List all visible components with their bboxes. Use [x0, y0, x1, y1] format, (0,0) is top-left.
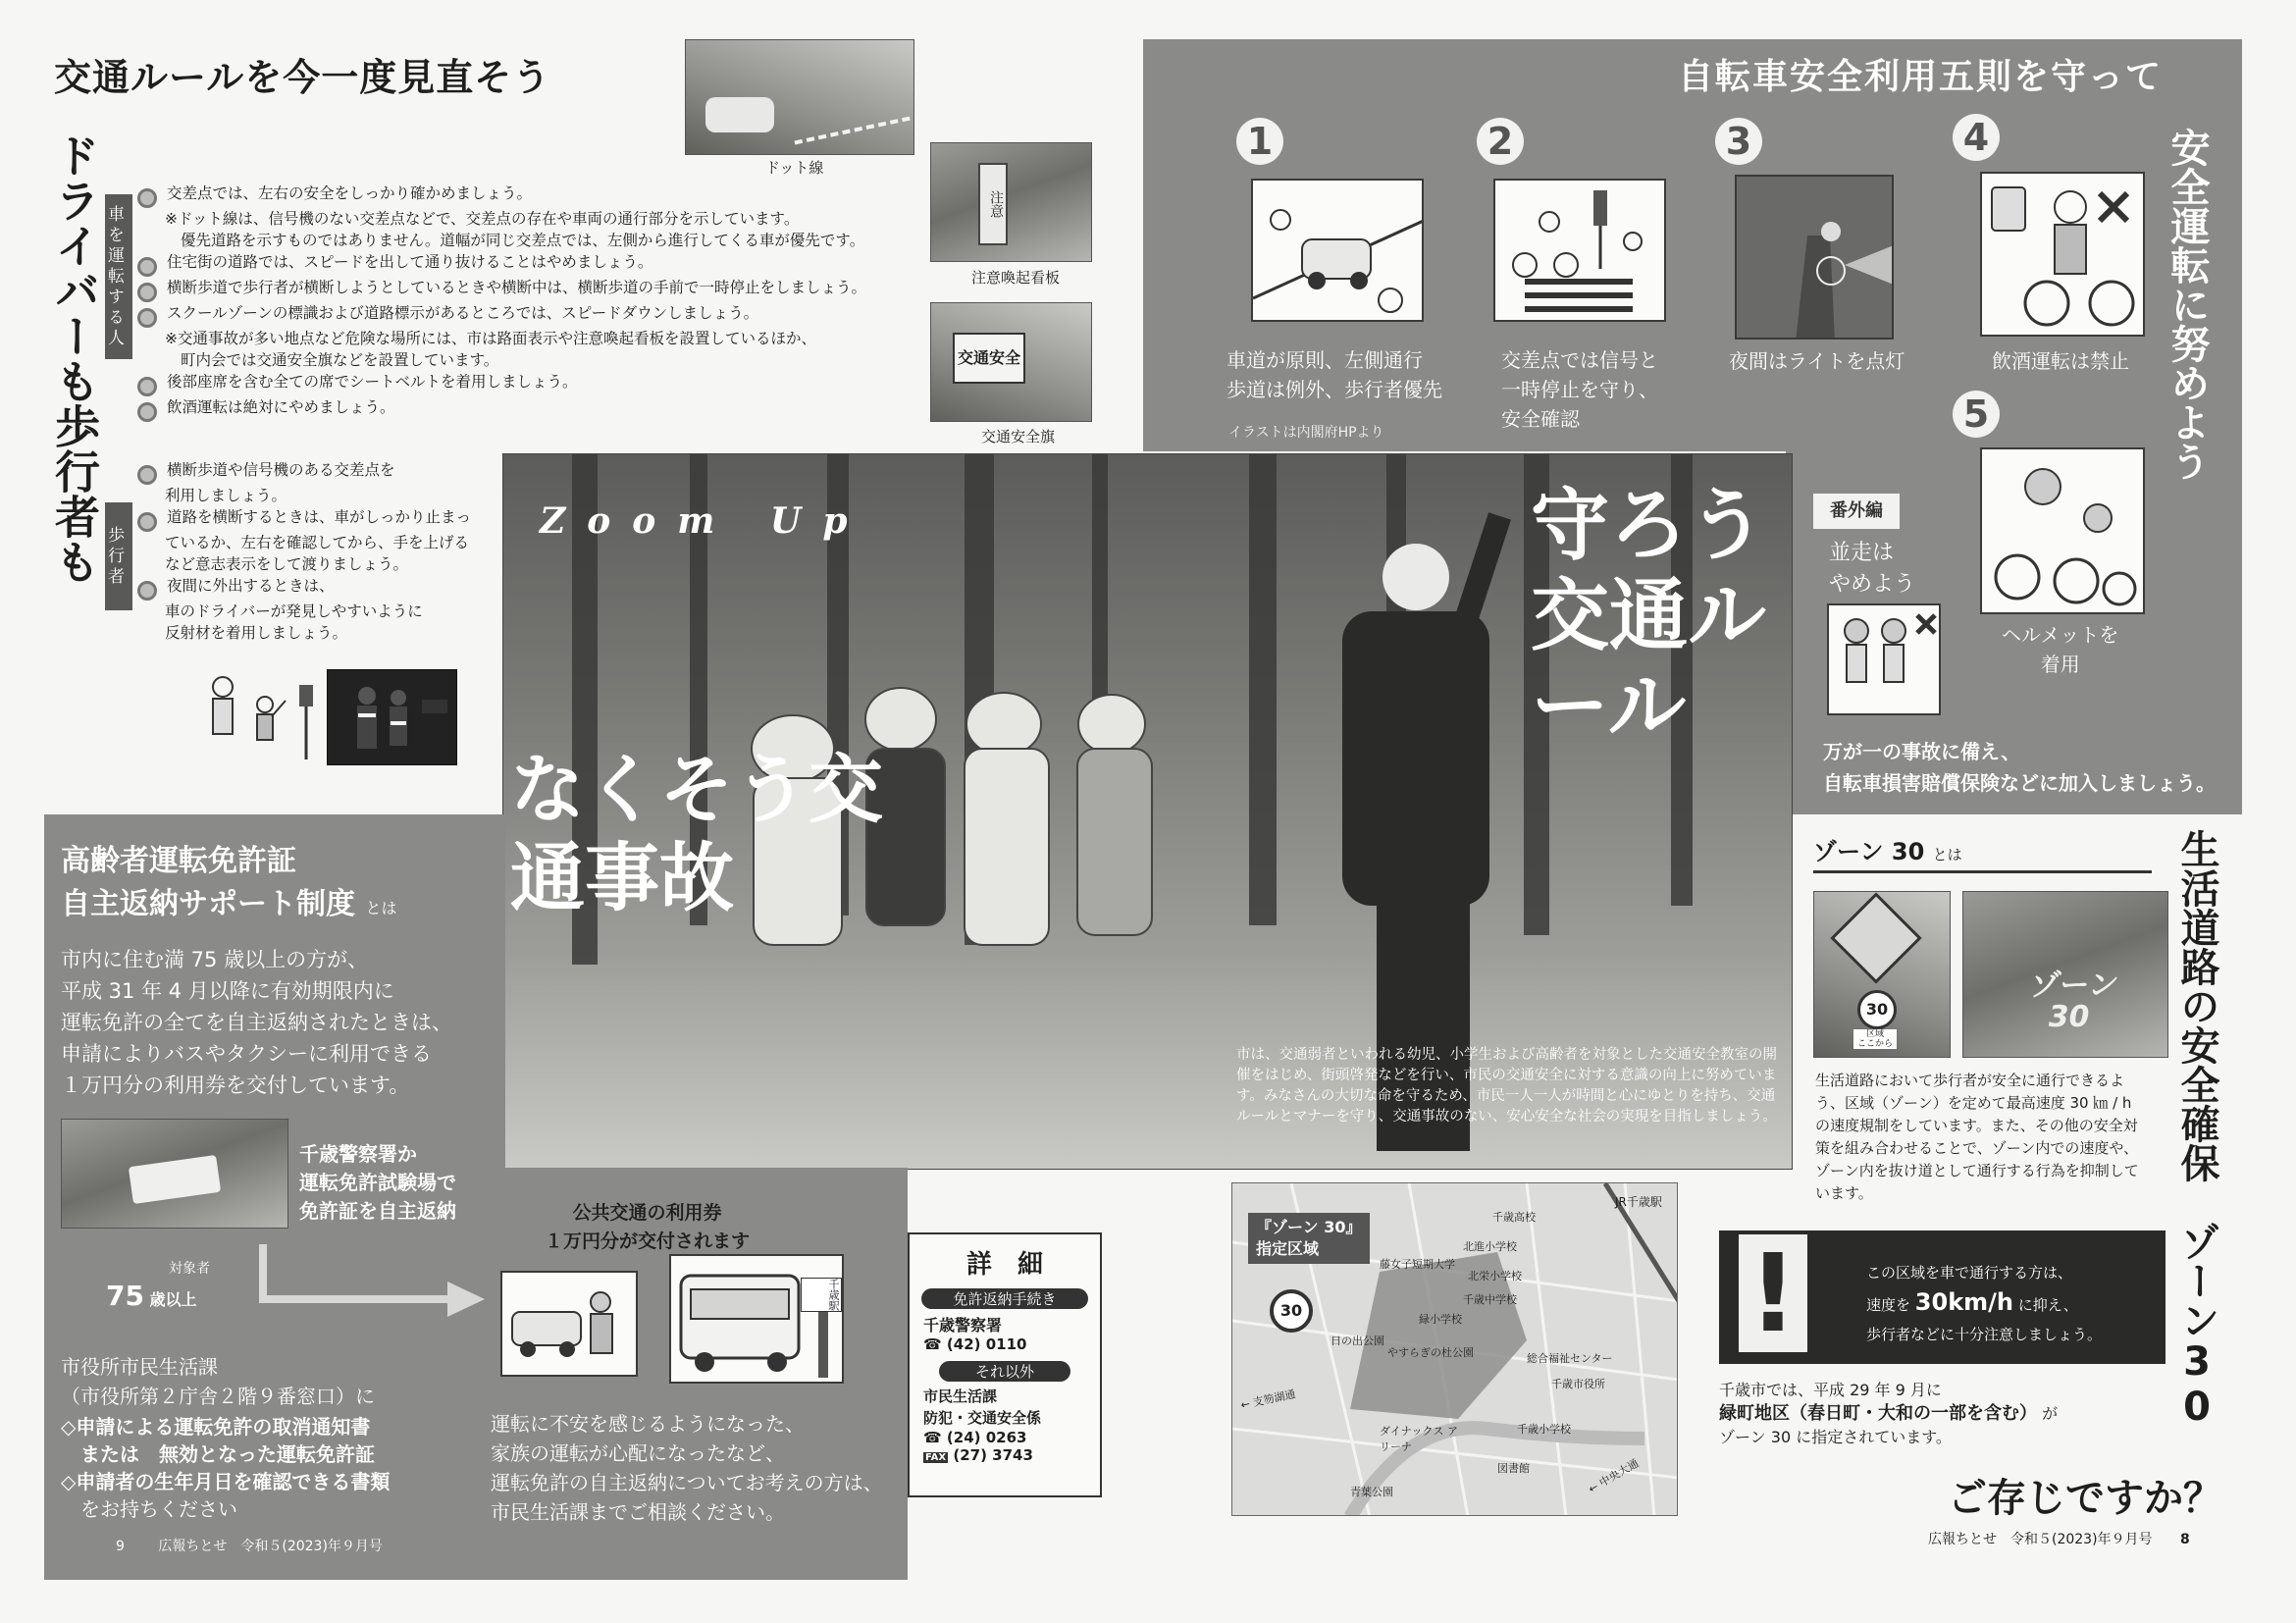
map-place-3: 北栄小学校 [1468, 1270, 1522, 1283]
zoom-up-label: Zoom Up [540, 500, 869, 542]
safety-flag: 交通安全 [953, 333, 1025, 384]
zone30-heading [1813, 832, 2152, 873]
ticket-note: 公共交通の利用券 １万円分が交付されます [545, 1202, 751, 1252]
bus-illustration [669, 1254, 844, 1384]
driver-rule-note-2b: 町内会では交通安全旗などを設置しています。 [181, 351, 499, 369]
footer-right [1928, 1529, 2190, 1548]
extra-text: 並走は やめよう [1829, 541, 1916, 597]
driver-rule-2: 住宅街の道路では、スピードを出して通り抜けることはやめましょう。 [137, 251, 922, 277]
pedestrian-rule-2b: ているか、左右を確認してから、手を上げる [165, 534, 470, 551]
pedestrian-rule-2: 道路を横断するときは、車がしっかり止まっ [137, 506, 510, 532]
target-suffix: 歳以上 [149, 1290, 197, 1309]
pedestrian-rule-3: 夜間に外出するときは、 [137, 575, 510, 601]
zone30-sign-sub: 区域 ここから [1853, 1029, 1897, 1049]
driver-rule-1: 交差点では、左右の安全をしっかり確かめましょう。 [137, 183, 922, 208]
warning-speed-pre: 速度を [1866, 1296, 1911, 1314]
map-place-2: 北進小学校 [1463, 1240, 1517, 1253]
zone30-sign-number: 30 [1857, 990, 1897, 1029]
warning-line-3: 歩行者などに十分注意しましょう。 [1866, 1326, 2103, 1343]
consult-advice: 運転に不安を感じるようになった、 家族の運転が心配になったなど、 運転免許の自主返納についてお考えの方は、 市民生活課までご相談ください。 [491, 1412, 883, 1524]
driver-rules [137, 183, 922, 422]
map-road-right: ← 中央大通 [1586, 1456, 1642, 1496]
zone30-question: ご存じですか？ [1948, 1476, 2222, 1521]
zone30-designation [1719, 1379, 2151, 1449]
left-headline: 交通ルールを今一度見直そう [54, 56, 551, 99]
phone-icon: ☎ [923, 1335, 942, 1353]
zone30-description: 生活道路において歩行者が安全に通行できるよう、区域（ゾーン）を定めて最高速度 30 ㎞ / h の速度規制をしています。また、その他の安全対策を組み合わせることで、ゾーン内での速度や、ゾーン内を抜け道として通行する行為を抑制しています。 [1815, 1072, 2139, 1202]
target-age: 75 [106, 1280, 144, 1312]
rule-4-caption: 飲酒運転は禁止 [1992, 349, 2129, 373]
zoom-body: 市は、交通弱者といわれる幼児、小学生および高齢者を対象とした交通安全教室の開催をはじめ、街頭啓発などを行い、市民の交通安全に対する意識の向上に努めています。みなさんの大切な命を守るため、市民一人一人が時間と心にゆとりを持ち、交通ルールとマナーを守り、交通事故のない、安心安全な社会の実現を目指しましょう。 [1236, 1047, 1777, 1125]
pedestrian-rule-2c: など意志表示をして渡りましょう。 [165, 555, 409, 573]
zone30-heading-suffix: とは [1932, 846, 1962, 864]
map-zone-label [1248, 1213, 1370, 1264]
driver-rule-note-2: ※交通事故が多い地点など危険な場所には、市は路面表示や注意喚起看板を設置しているほか、 [165, 330, 816, 347]
footer-left-text: 広報ちとせ 令和５(2023)年９月号 [158, 1539, 383, 1554]
rule-number-4: 4 [1953, 114, 2000, 161]
warning-line-1: この区域を車で通行する方は、 [1866, 1264, 2073, 1282]
details-head-other: それ以外 [939, 1361, 1070, 1382]
target-box [106, 1258, 253, 1311]
dotted-line-caption: ドット線 [765, 159, 824, 177]
extra-badge: 番外編 [1813, 494, 1900, 529]
target-label: 対象者 [165, 1258, 214, 1278]
rule-number-1: 1 [1236, 118, 1283, 165]
zone30-map [1231, 1182, 1678, 1516]
doc-2: ◇申請者の生年月日を確認できる書類 [61, 1470, 391, 1493]
division-fax-number: (27) 3743 [953, 1446, 1033, 1464]
map-place-8: 総合福祉センター [1527, 1352, 1613, 1365]
illustration-credit: イラストは内閣府HPより [1228, 425, 1384, 441]
map-sign-icon: 30 [1270, 1289, 1313, 1333]
elderly-title-1: 高齢者運転免許証 [61, 844, 296, 878]
pedestrian-rule-3b: 車のドライバーが発見しやすいように [165, 602, 423, 620]
designation-area: 緑町地区（春日町・大和の一部を含む） [1719, 1403, 2037, 1424]
details-title: 詳 細 [965, 1250, 1043, 1280]
doc-1: ◇申請による運転免許の取消通知書 [61, 1415, 371, 1439]
pedestrian-tab: 歩行者 [105, 502, 132, 610]
safety-flag-photo [930, 302, 1092, 422]
map-place-13: 青葉公園 [1350, 1486, 1393, 1498]
insurance-note: 万が一の事故に備え、 自転車損害賠償保険などに加入しましょう。 [1823, 740, 2216, 795]
rule-5-illustration [1980, 447, 2145, 614]
doc-2b: をお持ちください [61, 1497, 237, 1521]
rule-number-2: 2 [1477, 118, 1524, 165]
map-zone-label-1: 『ゾーン 30』 [1256, 1218, 1362, 1236]
warning-sign-photo: 注意 [930, 142, 1092, 262]
police-tel-number: (42) 0110 [946, 1335, 1027, 1353]
zone30-sign-photo [1813, 891, 1951, 1058]
rule-3-caption: 夜間はライトを点灯 [1729, 349, 1905, 373]
warning-speed-post: に抑え、 [2017, 1296, 2078, 1314]
rule-number-3: 3 [1715, 118, 1762, 165]
driver-rule-5: 後部座席を含む全ての席でシートベルトを着用しましょう。 [137, 371, 922, 396]
rule-1-illustration [1251, 179, 1424, 322]
driver-rule-3: 横断歩道で歩行者が横断しようとしているときや横断中は、横断歩道の手前で一時停止をしましょう。 [137, 277, 922, 302]
zoom-title-reduce-accidents: なくそう交通事故 [510, 746, 883, 921]
fax-icon: FAX [925, 1452, 947, 1463]
bus-stop-sign: 千歳駅 [801, 1278, 842, 1312]
left-vertical-title: ドライバーも歩行者も [48, 132, 101, 584]
pedestrian-crossing-illustration [201, 669, 324, 765]
map-place-15: 千歳中学校 [1463, 1293, 1517, 1306]
zone30-road-photo [1962, 891, 2168, 1058]
taxi-illustration [500, 1271, 638, 1377]
night-reflector-illustration [327, 669, 457, 765]
map-place-12: 図書館 [1497, 1462, 1530, 1475]
designation-line-1: 千歳市では、平成 29 年 9 月に [1719, 1381, 1942, 1399]
rule-2-caption: 交差点では信号と 一時停止を守り、 安全確認 [1501, 348, 1658, 431]
license-return-photo [61, 1119, 288, 1229]
footer-left-page: 9 [116, 1539, 125, 1554]
bike-rules-title: 自転車安全利用五則を守って [1678, 57, 2164, 97]
zone30-heading-text: ゾーン 30 [1813, 838, 1925, 865]
police-note: 千歳警察署か 運転免許試験場で 免許証を自主返納 [299, 1142, 456, 1223]
zone30-road-marking: ゾーン 30 [2027, 969, 2121, 1034]
rule-5-caption: ヘルメットを 着用 [2002, 623, 2119, 676]
map-place-1: 千歳高校 [1492, 1211, 1536, 1224]
details-division-fax [910, 1446, 1100, 1464]
map-place-9: 千歳市役所 [1551, 1378, 1605, 1390]
rule-number-5: 5 [1953, 391, 2000, 438]
footer-left [116, 1536, 383, 1555]
elderly-title-2 [61, 879, 396, 922]
details-box [908, 1232, 1102, 1497]
driver-rule-note-1b: 優先道路を示すものではありません。道幅が同じ交差点では、左側から進行してくる車が優先です。 [181, 232, 865, 249]
details-division: 市民生活課 防犯・交通安全係 [923, 1387, 1042, 1427]
pedestrian-rules [137, 459, 510, 644]
flow-arrow [253, 1244, 489, 1323]
zone30-vertical-title: 生活道路の安全確保 ゾーン30 [2174, 829, 2219, 1430]
driver-rule-6: 飲酒運転は絶対にやめましょう。 [137, 396, 922, 422]
map-zone-label-2: 指定区域 [1256, 1239, 1320, 1258]
required-documents [61, 1413, 390, 1523]
bike-side-title: 安全運転に努めよう [2165, 128, 2210, 481]
driver-tab: 車を運転する人 [105, 194, 132, 359]
phone-icon-2: ☎ [923, 1429, 942, 1446]
map-road-left: ← 支笏湖通 [1239, 1387, 1297, 1412]
details-police-tel [910, 1335, 1100, 1353]
rule-1-caption: 車道が原則、左側通行 歩道は例外、歩行者優先 [1226, 348, 1442, 401]
footer-right-page: 8 [2180, 1532, 2190, 1547]
warning-exclamation-icon: ! [1739, 1234, 1807, 1352]
elderly-intro: 市内に住む満 75 歳以上の方が、 平成 31 年 4 月以降に有効期限内に 運転免許の全てを自主返納されたときは、 申請によりバスやタクシーに利用できる １万円分の利用券を交付しています。 [61, 948, 452, 1097]
dotted-line-photo [685, 39, 914, 155]
city-office: 市役所市民生活課 （市役所第２庁舎２階９番窓口）に [61, 1355, 375, 1408]
safety-flag-caption: 交通安全旗 [981, 428, 1056, 445]
map-place-6: やすらぎの杜公園 [1387, 1346, 1474, 1359]
map-place-11: ダイナックス アリーナ [1380, 1425, 1458, 1453]
map-place-7: 日の出公園 [1331, 1335, 1384, 1347]
driver-rule-4: スクールゾーンの標識および道路標示があるところでは、スピードダウンしましょう。 [137, 302, 922, 328]
pedestrian-rule-3c: 反射材を着用しましょう。 [165, 624, 348, 642]
details-division-tel [910, 1429, 1100, 1446]
pedestrian-rule-1b: 利用しましょう。 [165, 487, 287, 504]
rule-2-illustration [1493, 179, 1666, 322]
zoom-title-protect-rules: 守ろう交通ルール [1531, 480, 1766, 752]
warning-speed: 30km/h [1914, 1288, 2014, 1316]
no-side-by-side-illustration [1827, 603, 1941, 715]
zone30-warning-box [1719, 1230, 2166, 1364]
elderly-title-suffix: とは [365, 899, 397, 917]
elderly-title-2-text: 自主返納サポート制度 [61, 887, 355, 921]
details-head-license: 免許返納手続き [921, 1288, 1088, 1309]
designation-tail: が ゾーン 30 に指定されています。 [1719, 1404, 2059, 1446]
doc-1b: または 無効となった運転免許証 [61, 1442, 375, 1466]
driver-rule-note-1: ※ドット線は、信号機のない交差点などで、交差点の存在や車両の通行部分を示しています。 [165, 210, 800, 228]
map-place-5: 藤女子短期大学 [1380, 1258, 1455, 1271]
details-police: 千歳警察署 [923, 1316, 1003, 1335]
map-place-14: JR千歳駅 [1615, 1195, 1662, 1209]
map-place-4: 緑小学校 [1419, 1313, 1462, 1326]
rule-4-illustration [1980, 172, 2145, 337]
division-tel-number: (24) 0263 [946, 1429, 1027, 1446]
warning-line-2 [1866, 1287, 2102, 1320]
rule-3-illustration [1735, 175, 1894, 340]
footer-right-text: 広報ちとせ 令和５(2023)年９月号 [1928, 1532, 2153, 1547]
warning-sign-caption: 注意喚起看板 [971, 269, 1061, 287]
map-place-10: 千歳小学校 [1517, 1423, 1571, 1436]
pedestrian-rule-1: 横断歩道や信号機のある交差点を [137, 459, 510, 485]
